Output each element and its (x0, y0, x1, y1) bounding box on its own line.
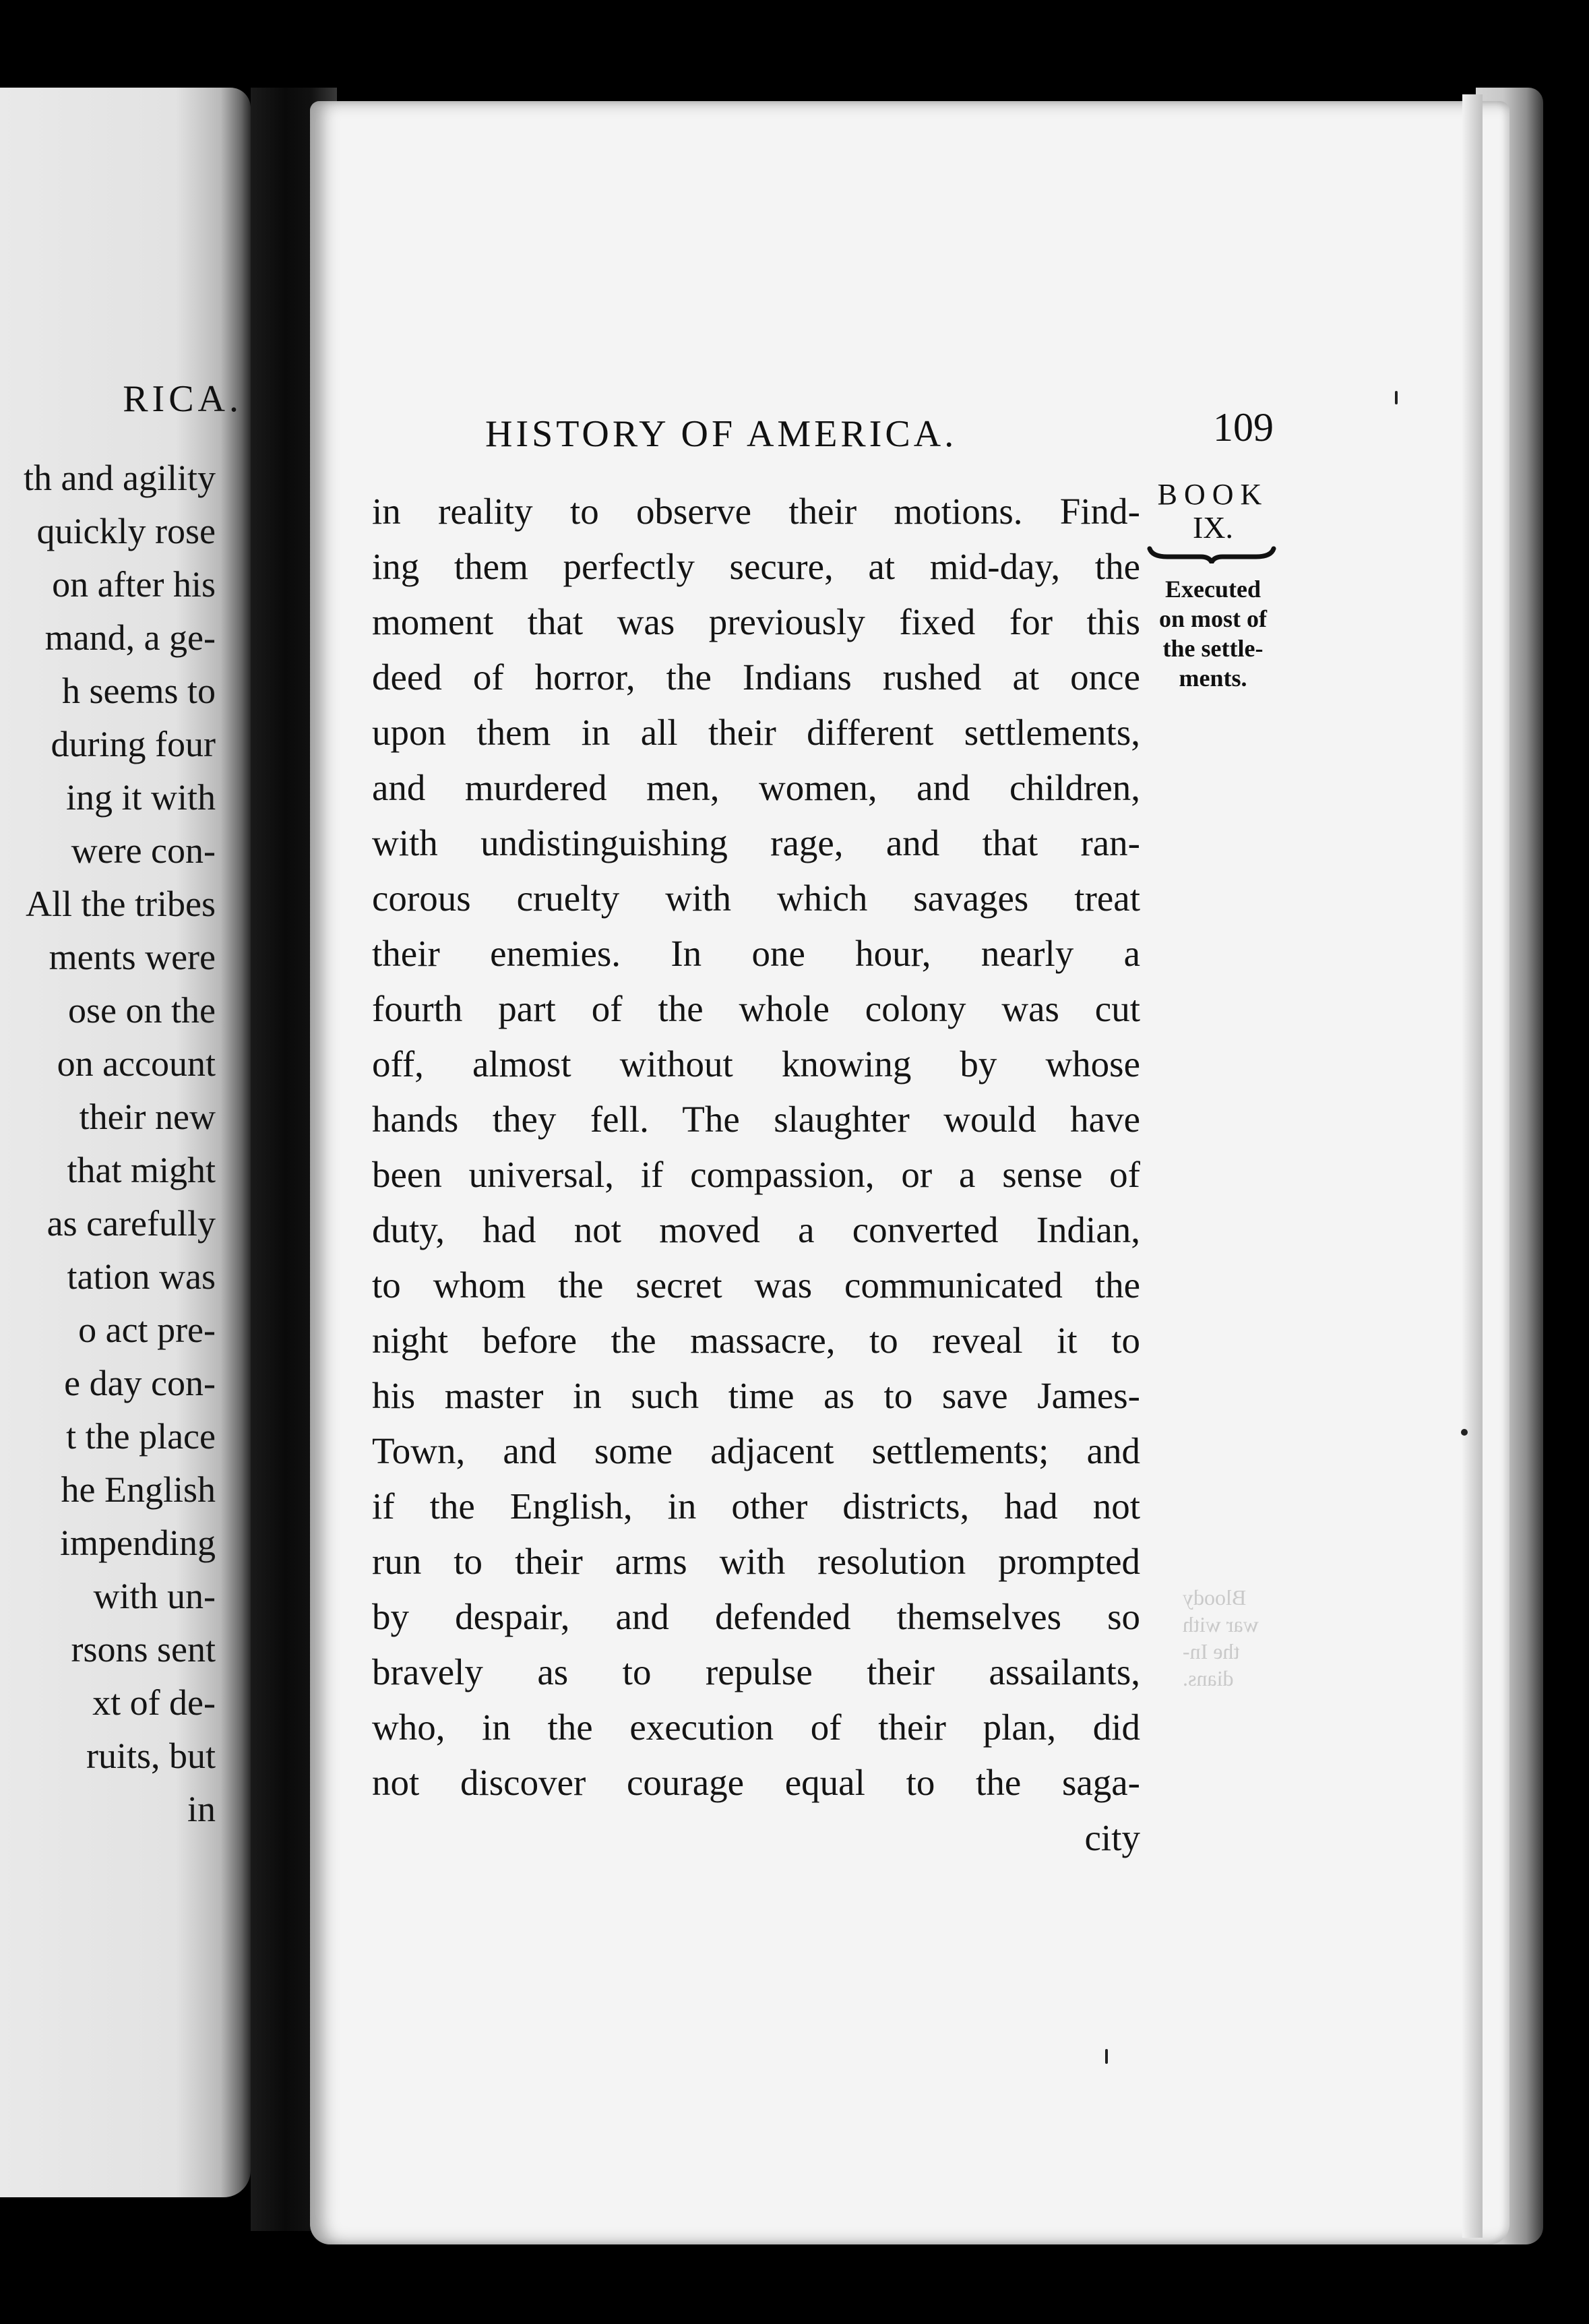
body-text-line: and murdered men, women, and children, (372, 767, 1140, 808)
body-text-line: their enemies. In one hour, nearly a (372, 933, 1140, 974)
bleed-through-line: war with (1183, 1612, 1259, 1637)
page-edge-highlight (1462, 94, 1483, 2238)
bleed-through-line: the In- (1183, 1639, 1240, 1663)
body-text-line: in reality to observe their motions. Find- (372, 491, 1140, 532)
bleed-through-line: Bloody (1183, 1585, 1247, 1610)
left-page-text-line: ose on the (68, 990, 216, 1031)
left-page-text-line: tation was (67, 1256, 216, 1297)
facing-page-left (0, 88, 251, 2197)
body-text-line: fourth part of the whole colony was cut (372, 988, 1140, 1029)
left-page-text-line: o act pre- (78, 1310, 216, 1350)
left-page-text-line: with un- (93, 1576, 216, 1616)
left-page-text-line: impending (60, 1523, 216, 1563)
marginal-note-line: on most of (1159, 605, 1267, 632)
left-page-text-line: on account (57, 1043, 216, 1084)
left-page-text-line: th and agility (24, 458, 216, 498)
marginal-note-line: Executed (1165, 576, 1261, 603)
left-page-text-line: during four (51, 724, 216, 764)
ink-speck (1395, 391, 1398, 404)
body-text-line: if the English, in other districts, had not (372, 1486, 1140, 1527)
body-text-line: his master in such time as to save James- (372, 1375, 1140, 1416)
left-page-text-line: as carefully (46, 1203, 216, 1244)
left-page-text-line: ments were (49, 937, 216, 977)
ink-speck (1105, 2049, 1108, 2064)
margin-brace-ornament (1147, 546, 1276, 563)
body-text-line: upon them in all their different settlements, (372, 712, 1140, 753)
marginal-note-line: ments. (1179, 665, 1247, 692)
body-text-line: night before the massacre, to reveal it to (372, 1320, 1140, 1361)
ink-speck (1461, 1429, 1468, 1436)
body-text-line: been universal, if compassion, or a sense of (372, 1154, 1140, 1195)
body-text-line: who, in the execution of their plan, did (372, 1707, 1140, 1748)
body-text-line: not discover courage equal to the saga- (372, 1762, 1140, 1803)
bleed-through-line: dians. (1183, 1666, 1234, 1690)
left-page-text-line: their new (79, 1097, 216, 1137)
body-text-line: moment that was previously fixed for this (372, 601, 1140, 642)
left-running-head: RICA. (123, 378, 243, 420)
left-page-text-line: on after his (52, 564, 216, 605)
left-page-text-line: in (187, 1789, 216, 1829)
body-text-line: Town, and some adjacent settlements; and (372, 1430, 1140, 1471)
marginal-note (1146, 574, 1280, 693)
left-page-text-line: ruits, but (86, 1736, 216, 1776)
body-text-line: run to their arms with resolution prompted (372, 1541, 1140, 1582)
body-text-line: hands they fell. The slaughter would have (372, 1099, 1140, 1140)
left-page-text-line: xt of de- (92, 1682, 216, 1723)
margin-book-label: BOOK (1157, 478, 1269, 511)
running-head: HISTORY OF AMERICA. (485, 413, 958, 455)
body-text-line: off, almost without knowing by whose (372, 1043, 1140, 1084)
body-text-line: corous cruelty with which savages treat (372, 878, 1140, 919)
body-text (372, 484, 1140, 1866)
body-text-line: duty, had not moved a converted Indian, (372, 1209, 1140, 1250)
body-text-line: deed of horror, the Indians rushed at once (372, 656, 1140, 698)
bleed-through-marginal-note (1183, 1584, 1290, 1692)
left-page-text-line: rsons sent (71, 1629, 216, 1670)
body-text-line: bravely as to repulse their assailants, (372, 1651, 1140, 1692)
left-page-text-line: quickly rose (36, 511, 216, 551)
left-page-text-line: that might (67, 1150, 216, 1190)
marginal-note-line: the settle- (1162, 635, 1264, 662)
left-page-text-line: were con- (71, 830, 216, 871)
left-page-text-line: t the place (66, 1416, 216, 1457)
body-text-line: ing them perfectly secure, at mid-day, the (372, 546, 1140, 587)
left-page-text-line: he English (61, 1469, 216, 1510)
body-text-line: by despair, and defended themselves so (372, 1596, 1140, 1637)
left-page-text-line: ing it with (65, 777, 216, 818)
left-page-text-line: e day con- (64, 1363, 216, 1403)
left-page-text-line: h seems to (62, 671, 216, 711)
margin-book-number: IX. (1192, 510, 1234, 545)
left-page-text-line: All the tribes (26, 884, 216, 924)
page-number: 109 (1213, 405, 1274, 450)
left-text-block (0, 452, 222, 1836)
catchword: city (1084, 1817, 1140, 1858)
left-page-text-line: mand, a ge- (44, 617, 216, 658)
body-text-line: with undistinguishing rage, and that ran- (372, 822, 1140, 863)
body-text-line: to whom the secret was communicated the (372, 1264, 1140, 1306)
